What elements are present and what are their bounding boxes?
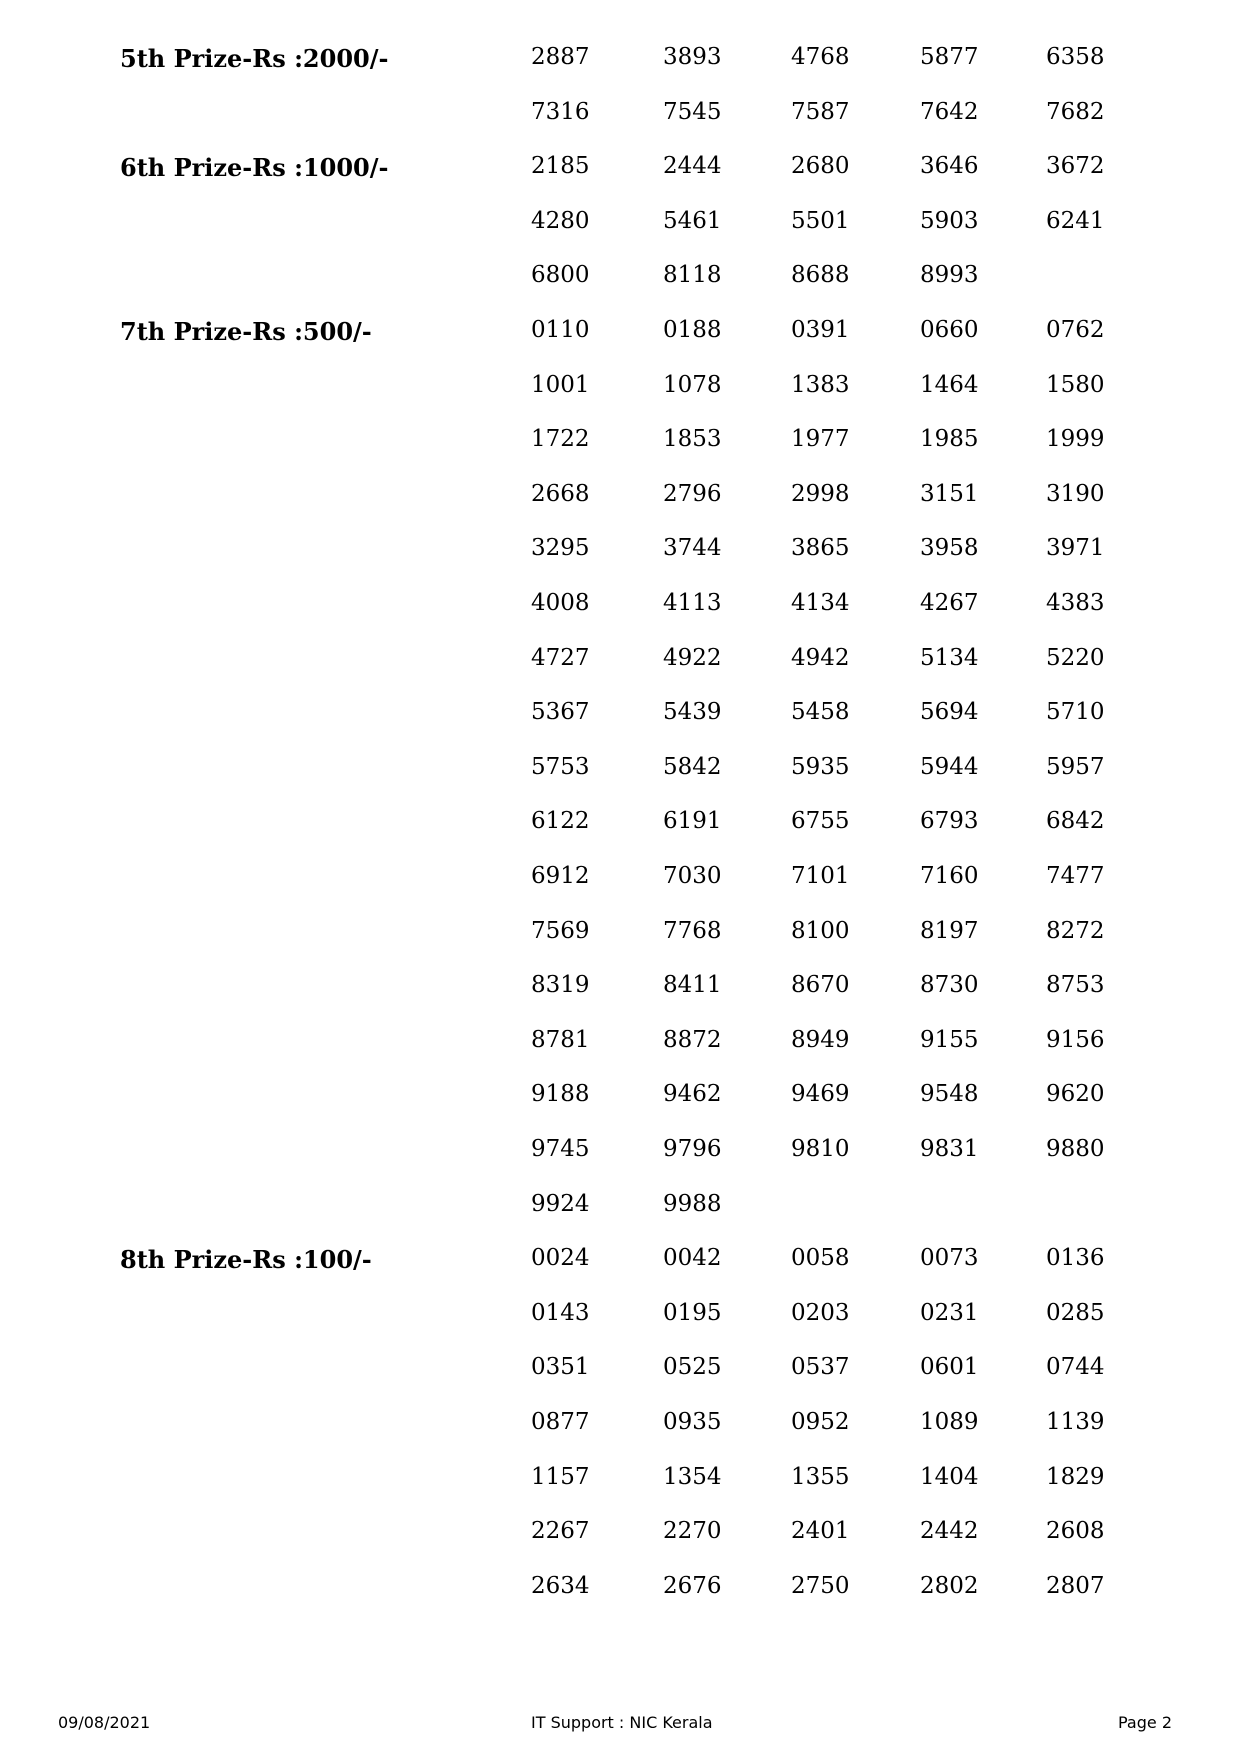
prize-row	[0, 535, 1241, 590]
ticket-number: 3865	[791, 535, 850, 562]
prize-row	[0, 153, 1241, 208]
ticket-number: 1157	[531, 1463, 590, 1490]
footer-page-number: Page 2	[1118, 1713, 1172, 1732]
ticket-number: 0935	[663, 1409, 722, 1435]
ticket-number: 8411	[663, 972, 722, 999]
ticket-number: 3893	[663, 44, 722, 70]
ticket-number: 0024	[531, 1245, 590, 1272]
ticket-number: 9745	[531, 1136, 590, 1162]
ticket-number: 7160	[920, 863, 979, 889]
prize-row	[0, 208, 1241, 263]
ticket-number: 0058	[791, 1245, 850, 1272]
ticket-number: 2401	[791, 1518, 850, 1545]
ticket-number: 2887	[531, 44, 590, 70]
ticket-number: 8100	[791, 917, 850, 944]
ticket-number: 8272	[1046, 917, 1105, 944]
ticket-number: 3958	[920, 535, 979, 562]
ticket-number: 0188	[663, 317, 722, 343]
ticket-number: 9620	[1046, 1081, 1105, 1108]
ticket-number: 4383	[1046, 590, 1105, 616]
ticket-number: 3295	[531, 535, 590, 562]
ticket-number: 0351	[531, 1354, 590, 1381]
ticket-number: 4768	[791, 44, 850, 70]
ticket-number: 6793	[920, 808, 979, 835]
ticket-number: 2998	[791, 480, 850, 507]
prize-row	[0, 1027, 1241, 1082]
ticket-number: 2270	[663, 1518, 722, 1545]
ticket-number: 6191	[663, 808, 722, 835]
ticket-number: 9796	[663, 1136, 722, 1162]
ticket-number: 9924	[531, 1190, 590, 1217]
ticket-number: 6358	[1046, 44, 1105, 70]
prize-row	[0, 918, 1241, 973]
ticket-number: 7477	[1046, 863, 1105, 889]
ticket-number: 1999	[1046, 426, 1105, 453]
ticket-number: 4113	[663, 590, 722, 616]
ticket-number: 5439	[663, 699, 722, 726]
ticket-number: 9155	[920, 1026, 979, 1053]
ticket-number: 1404	[920, 1463, 979, 1490]
ticket-number: 9156	[1046, 1026, 1105, 1053]
ticket-number: 2267	[531, 1518, 590, 1545]
prize-row	[0, 372, 1241, 427]
ticket-number: 3646	[920, 153, 979, 180]
ticket-number: 8688	[791, 262, 850, 289]
ticket-number: 8781	[531, 1026, 590, 1053]
ticket-number: 5501	[791, 207, 850, 234]
ticket-number: 1355	[791, 1463, 850, 1490]
ticket-number: 6122	[531, 808, 590, 835]
ticket-number: 0110	[531, 317, 590, 343]
ticket-number: 5935	[791, 753, 850, 780]
prize-row	[0, 1300, 1241, 1355]
ticket-number: 8872	[663, 1026, 722, 1053]
ticket-number: 0952	[791, 1409, 850, 1435]
ticket-number: 1977	[791, 426, 850, 453]
ticket-number: 0136	[1046, 1245, 1105, 1272]
ticket-number: 4942	[791, 644, 850, 671]
ticket-number: 5842	[663, 753, 722, 780]
ticket-number: 4267	[920, 590, 979, 616]
ticket-number: 0525	[663, 1354, 722, 1381]
prize-row	[0, 1518, 1241, 1573]
ticket-number: 9810	[791, 1136, 850, 1162]
ticket-number: 2185	[531, 153, 590, 180]
ticket-number: 0877	[531, 1409, 590, 1435]
ticket-number: 8753	[1046, 972, 1105, 999]
ticket-number: 1829	[1046, 1463, 1105, 1490]
ticket-number: 3744	[663, 535, 722, 562]
prize-row	[0, 317, 1241, 372]
ticket-number: 2796	[663, 480, 722, 507]
ticket-number: 7587	[791, 98, 850, 125]
ticket-number: 5458	[791, 699, 850, 726]
prize-row	[0, 99, 1241, 154]
ticket-number: 5134	[920, 644, 979, 671]
ticket-number: 8949	[791, 1026, 850, 1053]
ticket-number: 2807	[1046, 1572, 1105, 1599]
ticket-number: 5957	[1046, 753, 1105, 780]
ticket-number: 7101	[791, 863, 850, 889]
ticket-number: 0231	[920, 1299, 979, 1326]
prize-row	[0, 754, 1241, 809]
prize-label: 7th Prize-Rs :500/-	[120, 317, 372, 346]
ticket-number: 0203	[791, 1299, 850, 1326]
prize-row	[0, 1409, 1241, 1464]
ticket-number: 6842	[1046, 808, 1105, 835]
ticket-number: 3190	[1046, 480, 1105, 507]
ticket-number: 1139	[1046, 1409, 1105, 1435]
ticket-number: 9469	[791, 1081, 850, 1108]
ticket-number: 3672	[1046, 153, 1105, 180]
ticket-number: 0073	[920, 1245, 979, 1272]
ticket-number: 1853	[663, 426, 722, 453]
ticket-number: 2750	[791, 1572, 850, 1599]
ticket-number: 0042	[663, 1245, 722, 1272]
prize-row	[0, 426, 1241, 481]
footer-support: IT Support : NIC Kerala	[531, 1713, 713, 1732]
ticket-number: 2802	[920, 1572, 979, 1599]
ticket-number: 7316	[531, 98, 590, 125]
prize-row	[0, 1081, 1241, 1136]
ticket-number: 1464	[920, 371, 979, 398]
ticket-number: 7682	[1046, 98, 1105, 125]
ticket-number: 5877	[920, 44, 979, 70]
prize-row	[0, 1573, 1241, 1628]
ticket-number: 3151	[920, 480, 979, 507]
ticket-number: 9462	[663, 1081, 722, 1108]
ticket-number: 7569	[531, 917, 590, 944]
prize-row	[0, 863, 1241, 918]
ticket-number: 1580	[1046, 371, 1105, 398]
ticket-number: 0195	[663, 1299, 722, 1326]
prize-row	[0, 1464, 1241, 1519]
ticket-number: 8670	[791, 972, 850, 999]
prize-row	[0, 1245, 1241, 1300]
ticket-number: 2668	[531, 480, 590, 507]
ticket-number: 5710	[1046, 699, 1105, 726]
footer-date: 09/08/2021	[58, 1713, 151, 1732]
ticket-number: 9831	[920, 1136, 979, 1162]
ticket-number: 2676	[663, 1572, 722, 1599]
ticket-number: 8197	[920, 917, 979, 944]
ticket-number: 7545	[663, 98, 722, 125]
ticket-number: 4280	[531, 207, 590, 234]
ticket-number: 1001	[531, 371, 590, 398]
prize-row	[0, 262, 1241, 317]
prize-row	[0, 1191, 1241, 1246]
prize-row	[0, 699, 1241, 754]
ticket-number: 0660	[920, 317, 979, 343]
ticket-number: 8993	[920, 262, 979, 289]
prize-row	[0, 1354, 1241, 1409]
prize-row	[0, 972, 1241, 1027]
ticket-number: 1078	[663, 371, 722, 398]
ticket-number: 2634	[531, 1572, 590, 1599]
ticket-number: 0285	[1046, 1299, 1105, 1326]
ticket-number: 5903	[920, 207, 979, 234]
ticket-number: 0537	[791, 1354, 850, 1381]
prize-row	[0, 1136, 1241, 1191]
ticket-number: 5367	[531, 699, 590, 726]
ticket-number: 0744	[1046, 1354, 1105, 1381]
ticket-number: 5461	[663, 207, 722, 234]
ticket-number: 9988	[663, 1190, 722, 1217]
ticket-number: 5944	[920, 753, 979, 780]
ticket-number: 6755	[791, 808, 850, 835]
ticket-number: 5694	[920, 699, 979, 726]
ticket-number: 2442	[920, 1518, 979, 1545]
ticket-number: 6241	[1046, 207, 1105, 234]
ticket-number: 7642	[920, 98, 979, 125]
prize-label: 5th Prize-Rs :2000/-	[120, 44, 389, 73]
ticket-number: 0143	[531, 1299, 590, 1326]
ticket-number: 6800	[531, 262, 590, 289]
ticket-number: 7768	[663, 917, 722, 944]
ticket-number: 4727	[531, 644, 590, 671]
ticket-number: 2680	[791, 153, 850, 180]
ticket-number: 0391	[791, 317, 850, 343]
ticket-number: 1383	[791, 371, 850, 398]
ticket-number: 5753	[531, 753, 590, 780]
ticket-number: 4008	[531, 590, 590, 616]
ticket-number: 1985	[920, 426, 979, 453]
ticket-number: 3971	[1046, 535, 1105, 562]
ticket-number: 1722	[531, 426, 590, 453]
ticket-number: 9188	[531, 1081, 590, 1108]
prize-label: 8th Prize-Rs :100/-	[120, 1245, 372, 1275]
prize-row	[0, 808, 1241, 863]
ticket-number: 4134	[791, 590, 850, 616]
prize-row	[0, 590, 1241, 645]
ticket-number: 1354	[663, 1463, 722, 1490]
ticket-number: 9548	[920, 1081, 979, 1108]
prize-row	[0, 481, 1241, 536]
ticket-number: 1089	[920, 1409, 979, 1435]
ticket-number: 6912	[531, 863, 590, 889]
prize-row	[0, 44, 1241, 99]
ticket-number: 2608	[1046, 1518, 1105, 1545]
ticket-number: 0762	[1046, 317, 1105, 343]
ticket-number: 7030	[663, 863, 722, 889]
ticket-number: 0601	[920, 1354, 979, 1381]
ticket-number: 8730	[920, 972, 979, 999]
ticket-number: 8319	[531, 972, 590, 999]
prize-row	[0, 645, 1241, 700]
ticket-number: 4922	[663, 644, 722, 671]
ticket-number: 8118	[663, 262, 722, 289]
ticket-number: 9880	[1046, 1136, 1105, 1162]
ticket-number: 5220	[1046, 644, 1105, 671]
ticket-number: 2444	[663, 153, 722, 180]
prize-label: 6th Prize-Rs :1000/-	[120, 153, 389, 183]
